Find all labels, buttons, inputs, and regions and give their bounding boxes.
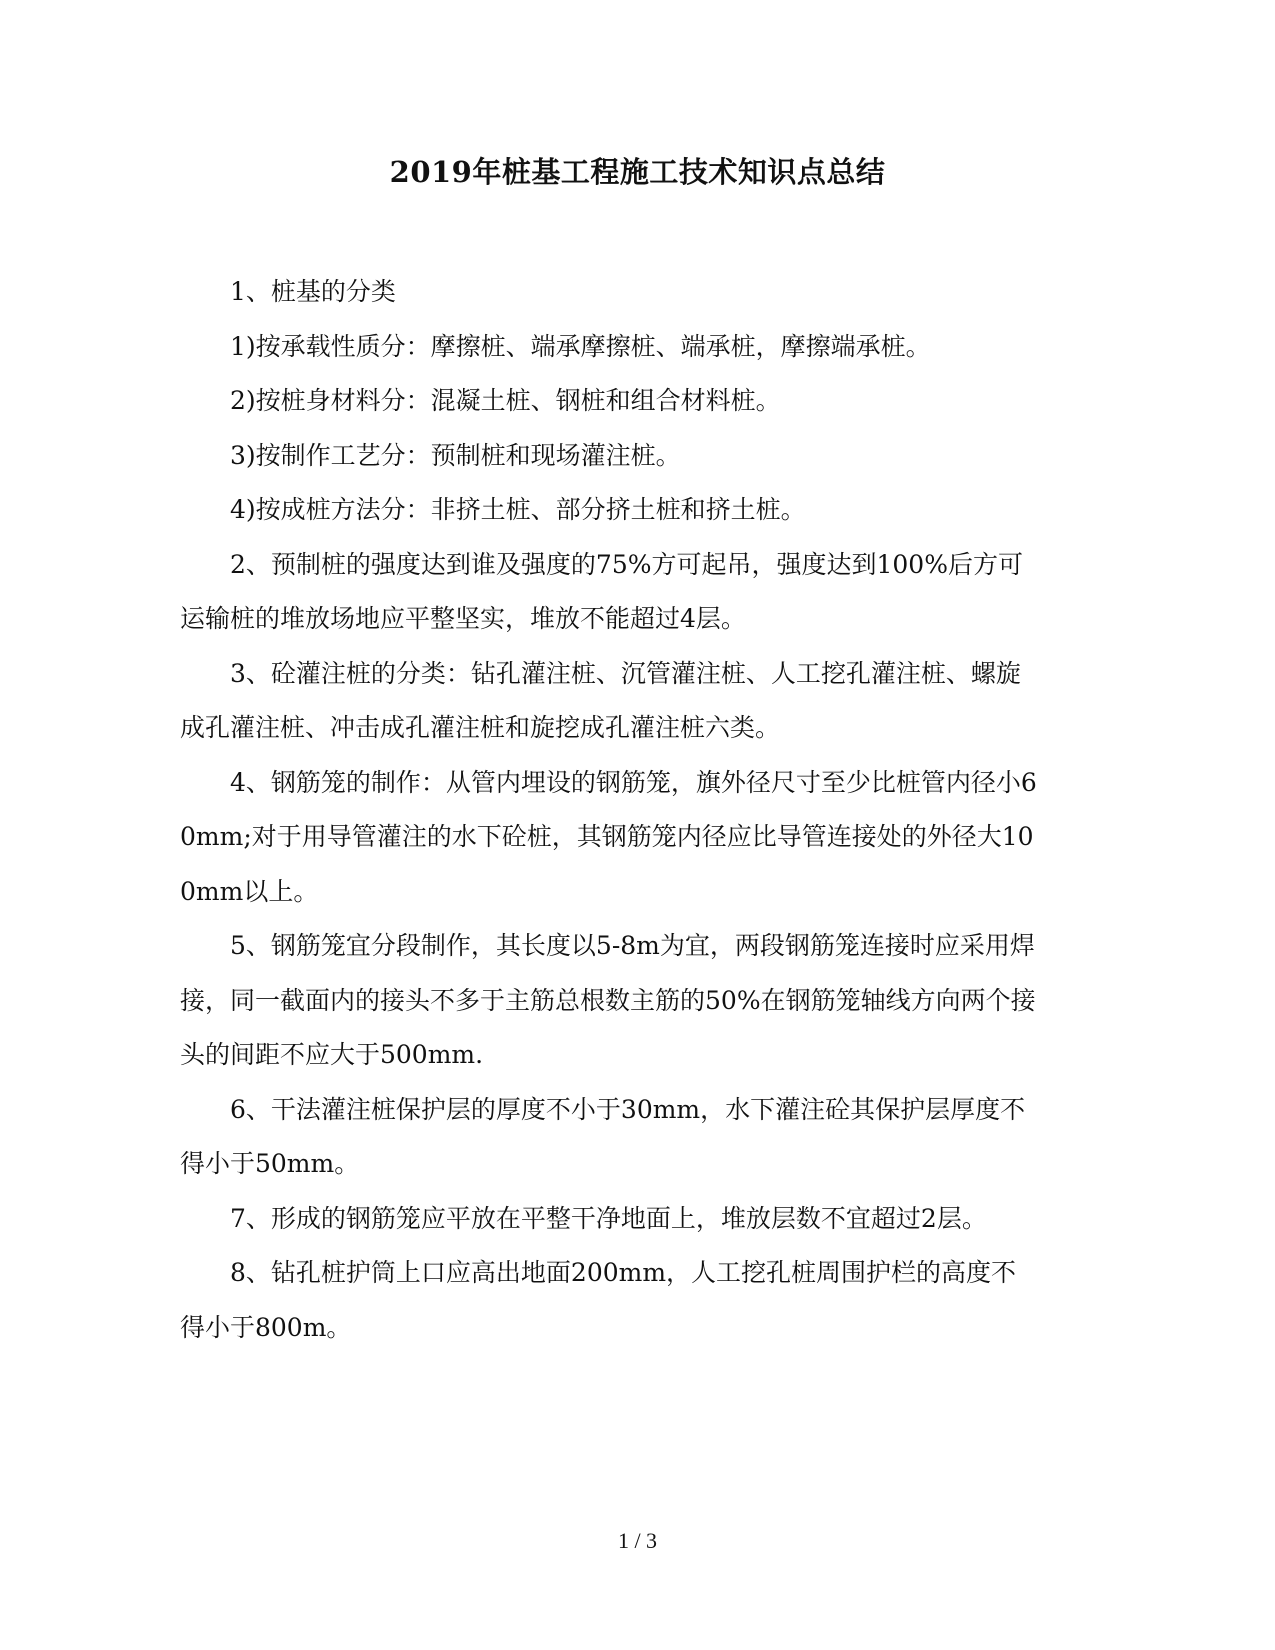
list-item-material: 2)按桩身材料分：混凝土桩、钢桩和组合材料桩。: [230, 386, 781, 415]
document-body: [180, 265, 1040, 1355]
page-number: 1 / 3: [617, 1528, 658, 1553]
paragraph-cover-thickness: 6、干法灌注桩保护层的厚度不小于30mm，水下灌注砼其保护层厚度不得小于50mm。: [180, 1094, 1026, 1178]
paragraph-rebar-cage-making: 4、钢筋笼的制作：从管内埋设的钢筋笼，旗外径尺寸至少比桩管内径小60mm;对于用导管灌注的水下砼桩，其钢筋笼内径应比导管连接处的外径大100mm以上。: [180, 767, 1037, 906]
paragraph-cage-stacking: 7、形成的钢筋笼应平放在平整干净地面上，堆放层数不宜超过2层。: [230, 1203, 987, 1233]
paragraph-cast-in-place-types: 3、砼灌注桩的分类：钻孔灌注桩、沉管灌注桩、人工挖孔灌注桩、螺旋成孔灌注桩、冲击成孔灌注桩和旋挖成孔灌注桩六类。: [180, 658, 1021, 742]
heading-pile-classification: 1、桩基的分类: [230, 277, 396, 306]
paragraph-rebar-cage-segments: 5、钢筋笼宜分段制作，其长度以5-8m为宜，两段钢筋笼连接时应采用焊接，同一截面内的接头不多于主筋总根数主筋的50%在钢筋笼轴线方向两个接头的间距不应大于500mm.: [180, 931, 1036, 1069]
paragraph-casing-height: 8、钻孔桩护筒上口应高出地面200mm，人工挖孔桩周围护栏的高度不得小于800m。: [180, 1258, 1017, 1342]
list-item-method: 4)按成桩方法分：非挤土桩、部分挤土桩和挤土桩。: [230, 495, 806, 524]
list-item-process: 3)按制作工艺分：预制桩和现场灌注桩。: [230, 440, 681, 470]
list-item-load-bearing: 1)按承载性质分：摩擦桩、端承摩擦桩、端承桩，摩擦端承桩。: [230, 331, 931, 361]
document-title: 2019年桩基工程施工技术知识点总结: [389, 155, 886, 189]
paragraph-precast-pile-strength: 2、预制桩的强度达到谁及强度的75%方可起吊，强度达到100%后方可运输桩的堆放场地应平整坚实，堆放不能超过4层。: [180, 549, 1023, 633]
